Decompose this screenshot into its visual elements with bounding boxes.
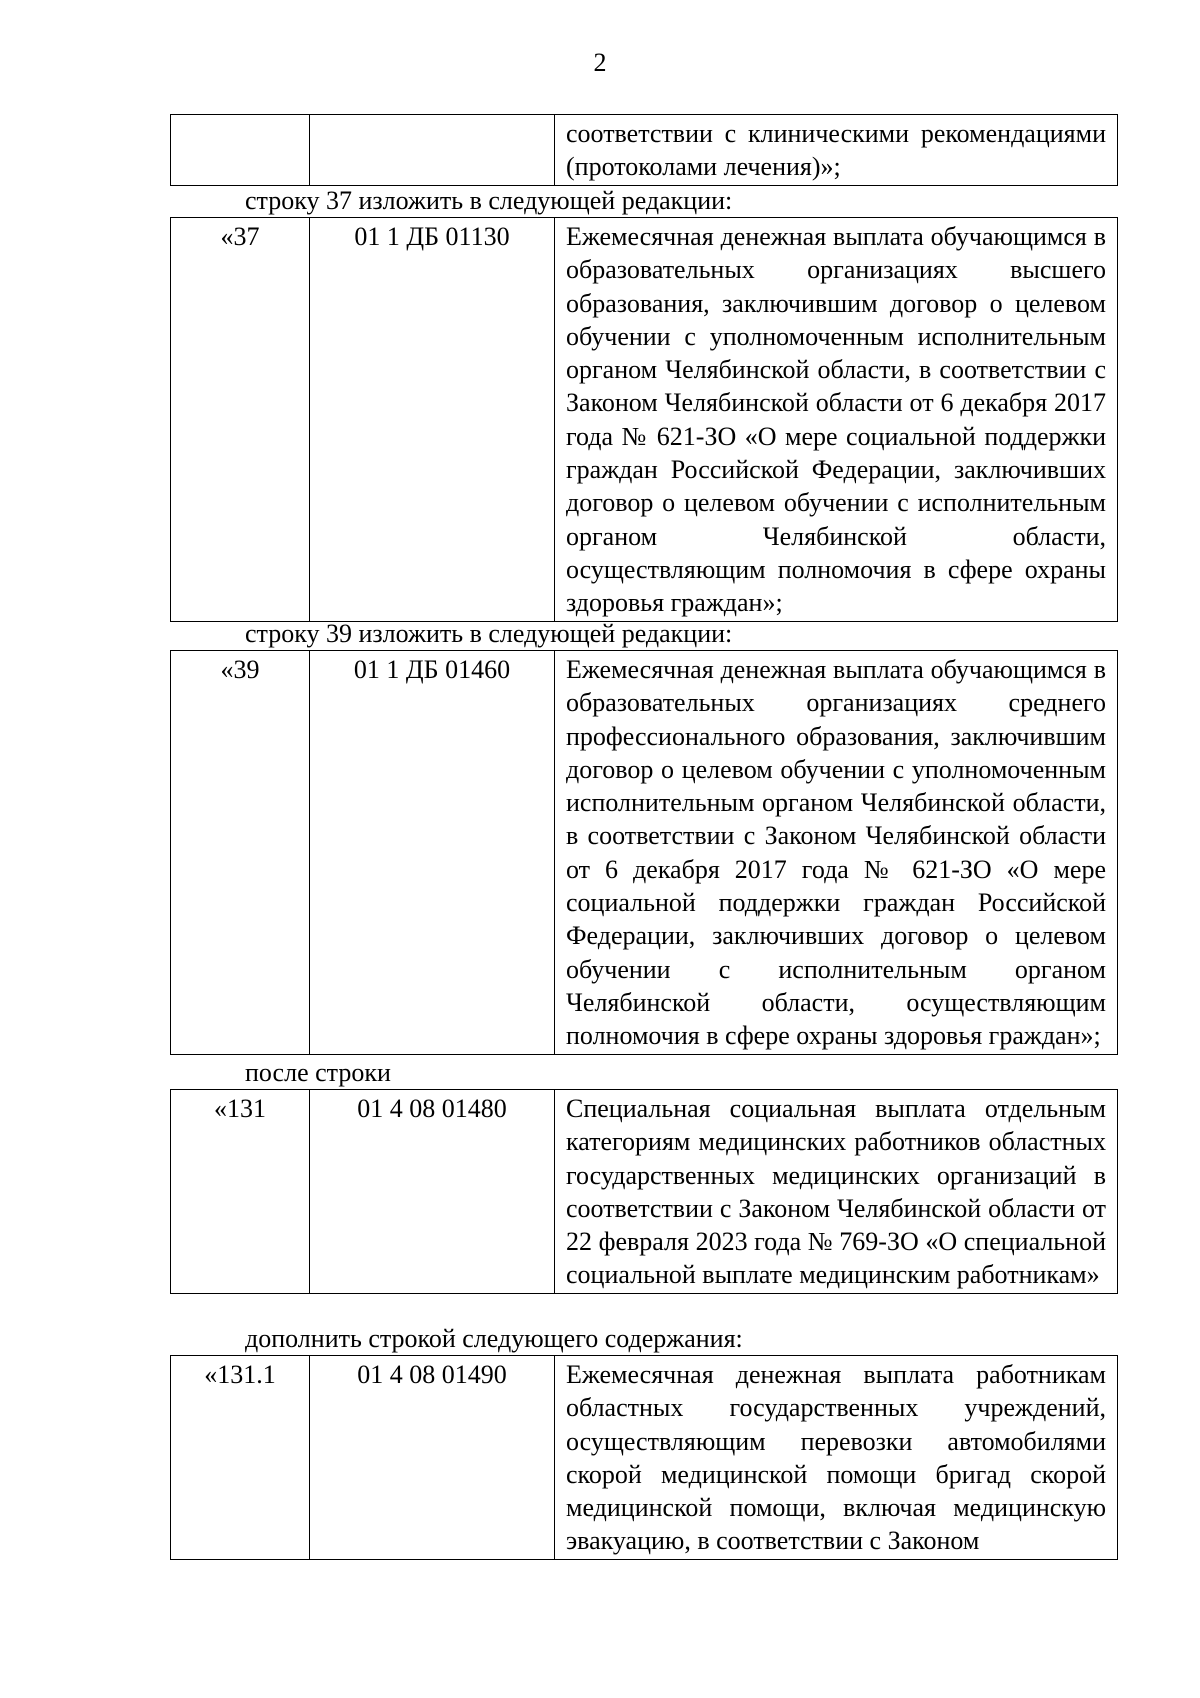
row-number-cell: «131	[171, 1090, 310, 1294]
continuation-table	[170, 114, 1118, 186]
section-37-table	[170, 217, 1118, 622]
row-code-cell: 01 1 ДБ 01460	[310, 651, 555, 1055]
table-row	[171, 1356, 1118, 1560]
section-131	[170, 1057, 1118, 1294]
table-row	[171, 218, 1118, 622]
row-text-cell: Ежемесячная денежная выплата работникам областных государственных учреждений, осуществляющим перевозки автомобилями скорой медицинской помощи бригад скорой медицинской помощи, включая медицинскую эвакуацию, в соответствии с Законом	[555, 1356, 1118, 1560]
table-row	[171, 651, 1118, 1055]
row-code-cell: 01 1 ДБ 01130	[310, 218, 555, 622]
section-39-table	[170, 650, 1118, 1055]
table-row	[171, 115, 1118, 186]
section-131-1	[170, 1323, 1118, 1560]
section-intro: после строки	[245, 1058, 391, 1087]
section-intro: дополнить строкой следующего содержания:	[245, 1324, 743, 1353]
row-text-cell: Ежемесячная денежная выплата обучающимся в образовательных организациях высшего образования, заключившим договор о целевом обучении с уполномоченным исполнительным органом Челябинской области, в соответствии с Законом Челябинской области от 6 декабря 2017 года № 621-ЗО «О мере социальной поддержки граждан Российской Федерации, заключивших договор о целевом обучении с исполнительным органом Челябинской области, осуществляющим полномочия в сфере охраны здоровья граждан»;	[555, 218, 1118, 622]
row-number-cell: «131.1	[171, 1356, 310, 1560]
page-number: 2	[593, 48, 607, 77]
row-text-cell: соответствии с клиническими рекомендациями (протоколами лечения)»;	[555, 115, 1118, 186]
row-number-cell	[171, 115, 310, 186]
section-37	[170, 185, 1118, 622]
row-code-cell	[310, 115, 555, 186]
section-131-1-table	[170, 1355, 1118, 1560]
row-text-cell: Специальная социальная выплата отдельным категориям медицинских работников областных государственных медицинских организаций в соответствии с Законом Челябинской области от 22 февраля 2023 года № 769-ЗО «О специальной социальной выплате медицинским работникам»	[555, 1090, 1118, 1294]
continuation-block	[170, 114, 1118, 186]
row-number-cell: «37	[171, 218, 310, 622]
section-intro: строку 39 изложить в следующей редакции:	[245, 619, 733, 648]
row-number-cell: «39	[171, 651, 310, 1055]
row-code-cell: 01 4 08 01490	[310, 1356, 555, 1560]
section-39	[170, 618, 1118, 1055]
table-row	[171, 1090, 1118, 1294]
row-text-cell: Ежемесячная денежная выплата обучающимся в образовательных организациях среднего профессионального образования, заключившим договор о целевом обучении с уполномоченным исполнительным органом Челябинской области, в соответствии с Законом Челябинской области от 6 декабря 2017 года № 621-ЗО «О мере социальной поддержки граждан Российской Федерации, заключивших договор о целевом обучении с исполнительным органом Челябинской области, осуществляющим полномочия в сфере охраны здоровья граждан»;	[555, 651, 1118, 1055]
section-intro: строку 37 изложить в следующей редакции:	[245, 186, 733, 215]
section-131-table	[170, 1089, 1118, 1294]
row-code-cell: 01 4 08 01480	[310, 1090, 555, 1294]
